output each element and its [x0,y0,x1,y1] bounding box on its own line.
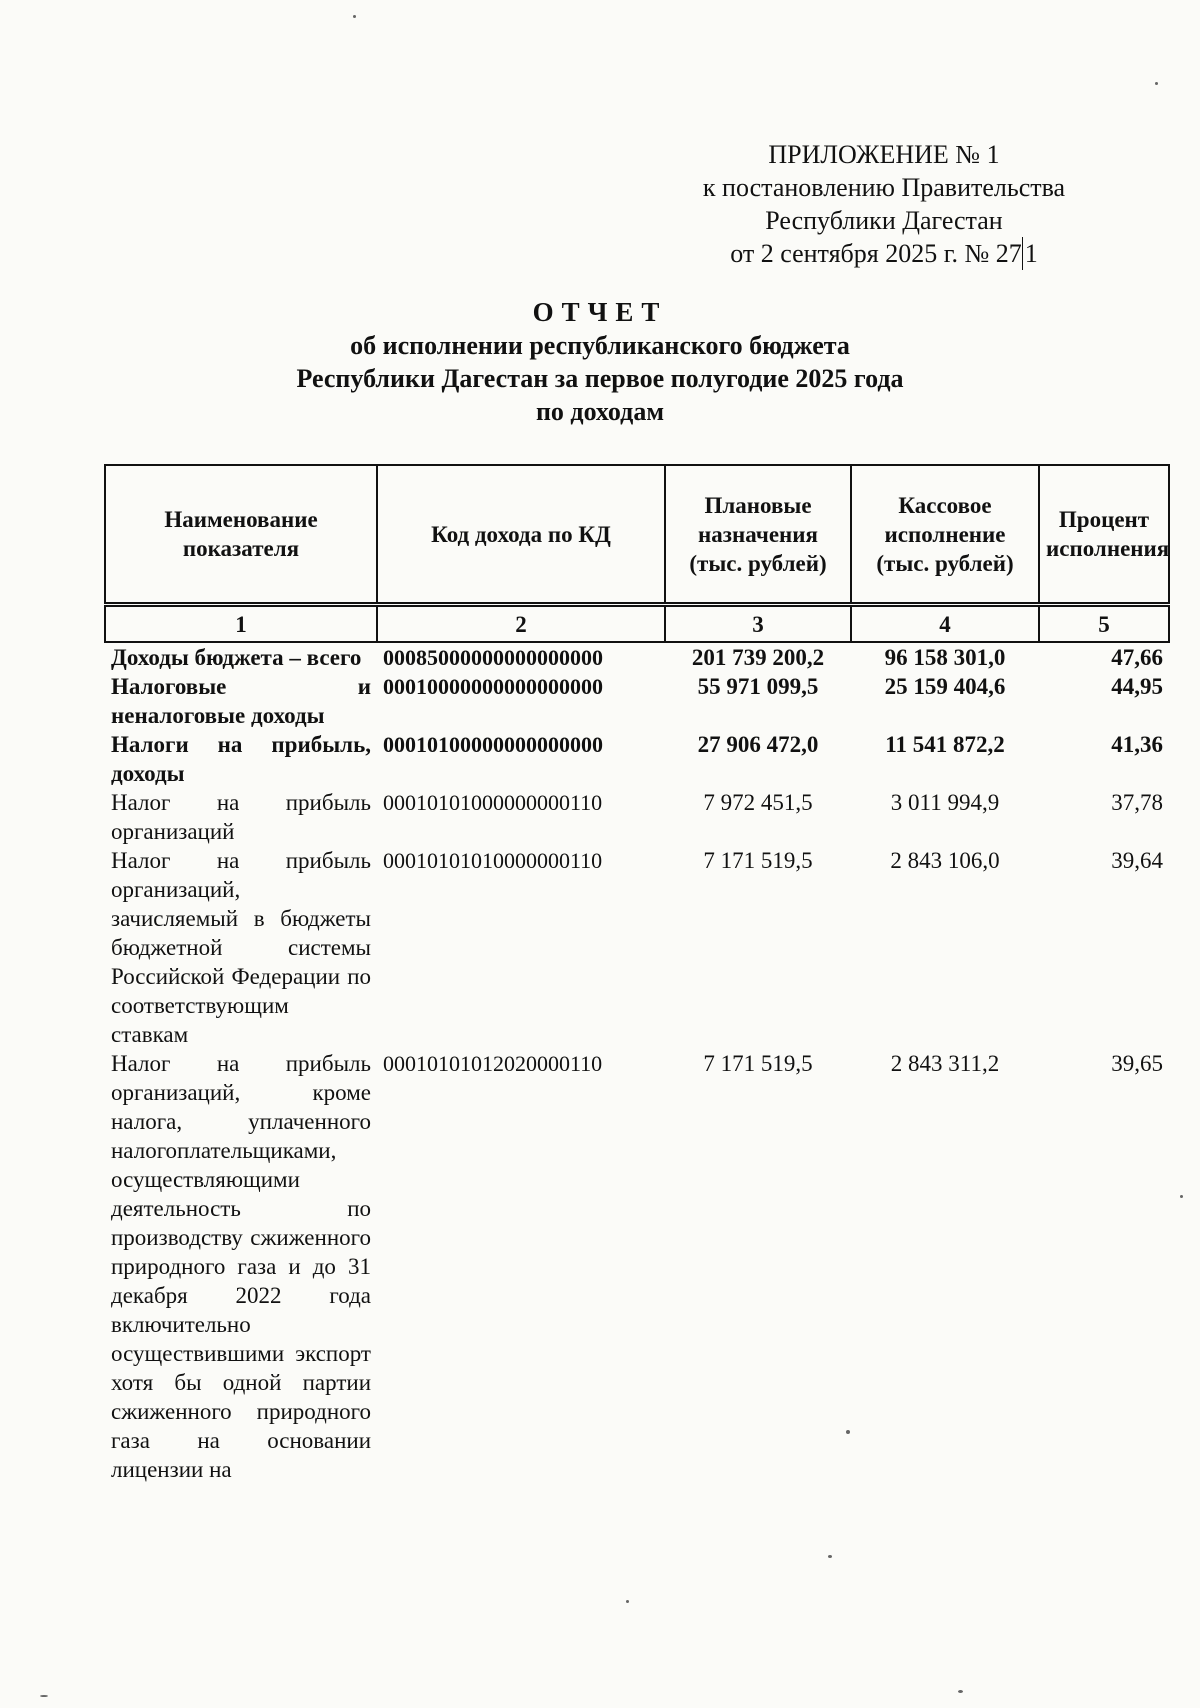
appendix-title: ПРИЛОЖЕНИЕ № 1 [768,140,1000,169]
row-plan: 7 972 451,5 [703,790,813,815]
row-plan: 55 971 099,5 [697,674,819,699]
appendix-number-suffix: 1 [1022,237,1038,270]
table-row [105,642,1169,672]
report-title-main: ОТЧЕТ [532,297,668,327]
row-name: Налог на прибыль организаций [111,790,371,844]
row-plan: 201 739 200,2 [691,645,825,670]
row-name: Налог на прибыль организаций, зачисляемый в бюджеты бюджетной системы Российской Федерации по соответствующим ставкам [111,848,371,1047]
row-name: Налоги на прибыль, доходы [111,732,371,786]
row-code: 00010101012020000110 [383,1051,603,1076]
row-exec: 25 159 404,6 [884,674,1006,699]
row-code: 00085000000000000000 [383,645,603,670]
column-number: 2 [377,605,665,643]
appendix-block [654,138,1114,270]
row-percent: 44,95 [1111,674,1163,699]
row-percent: 37,78 [1111,790,1163,815]
column-number: 1 [105,605,377,643]
row-percent: 39,65 [1111,1051,1163,1076]
row-code: 00010101010000000110 [383,848,603,873]
row-percent: 39,64 [1111,848,1163,873]
income-report-table [104,464,1170,1484]
report-title [0,296,1200,428]
scan-speck [40,1695,48,1697]
row-exec: 11 541 872,2 [885,732,1005,757]
table-header [105,465,1169,605]
header-percent: Процент исполнения [1039,465,1169,605]
scan-speck [846,1430,850,1434]
report-title-line3: Республики Дагестан за первое полугодие 2025 года [296,364,904,393]
column-number: 3 [665,605,851,643]
report-title-line2: об исполнении республиканского бюджета [350,331,850,360]
header-indicator-name: Наименование показателя [105,465,377,605]
table-body [105,642,1169,1484]
table-row [105,1049,1169,1484]
scan-speck [828,1555,832,1558]
column-numbers-row [105,605,1169,643]
row-name: Налог на прибыль организаций, кроме налога, уплаченного налогоплательщиками, осуществляющими деятельность по производству сжиженного природного газа и до 31 декабря 2022 года включительно осуществившими экспорт хотя бы одной партии сжиженного природного газа на основании лицензии на [111,1051,371,1482]
column-number: 5 [1039,605,1169,643]
scan-speck [958,1690,963,1693]
header-income-code: Код дохода по КД [377,465,665,605]
appendix-date-number [654,237,1114,270]
row-code: 00010100000000000000 [383,732,603,757]
row-exec: 96 158 301,0 [884,645,1006,670]
scan-speck [353,15,356,18]
row-percent: 41,36 [1111,732,1163,757]
row-name: Налоговые и неналоговые доходы [111,674,371,728]
table-row [105,672,1169,730]
row-percent: 47,66 [1111,645,1163,670]
appendix-republic: Республики Дагестан [765,206,1003,235]
scan-speck [1180,1195,1183,1198]
row-plan: 27 906 472,0 [697,732,819,757]
table-row [105,788,1169,846]
appendix-date-text: от 2 сентября 2025 г. № 27 [730,239,1022,268]
report-title-line4: по доходам [535,397,665,426]
row-exec: 2 843 106,0 [890,848,1000,873]
scan-speck [626,1600,629,1603]
header-executed: Кассовое исполнение (тыс. рублей) [851,465,1039,605]
row-exec: 3 011 994,9 [890,790,1000,815]
scan-speck [1155,82,1158,85]
column-number: 4 [851,605,1039,643]
appendix-resolution-ref: к постановлению Правительства [702,173,1066,202]
row-plan: 7 171 519,5 [703,848,813,873]
table-row [105,730,1169,788]
row-exec: 2 843 311,2 [890,1051,1000,1076]
row-code: 00010101000000000110 [383,790,603,815]
header-planned: Плановые назначения (тыс. рублей) [665,465,851,605]
row-plan: 7 171 519,5 [703,1051,813,1076]
row-name: Доходы бюджета – всего [111,645,362,670]
table-row [105,846,1169,1049]
row-code: 00010000000000000000 [383,674,603,699]
